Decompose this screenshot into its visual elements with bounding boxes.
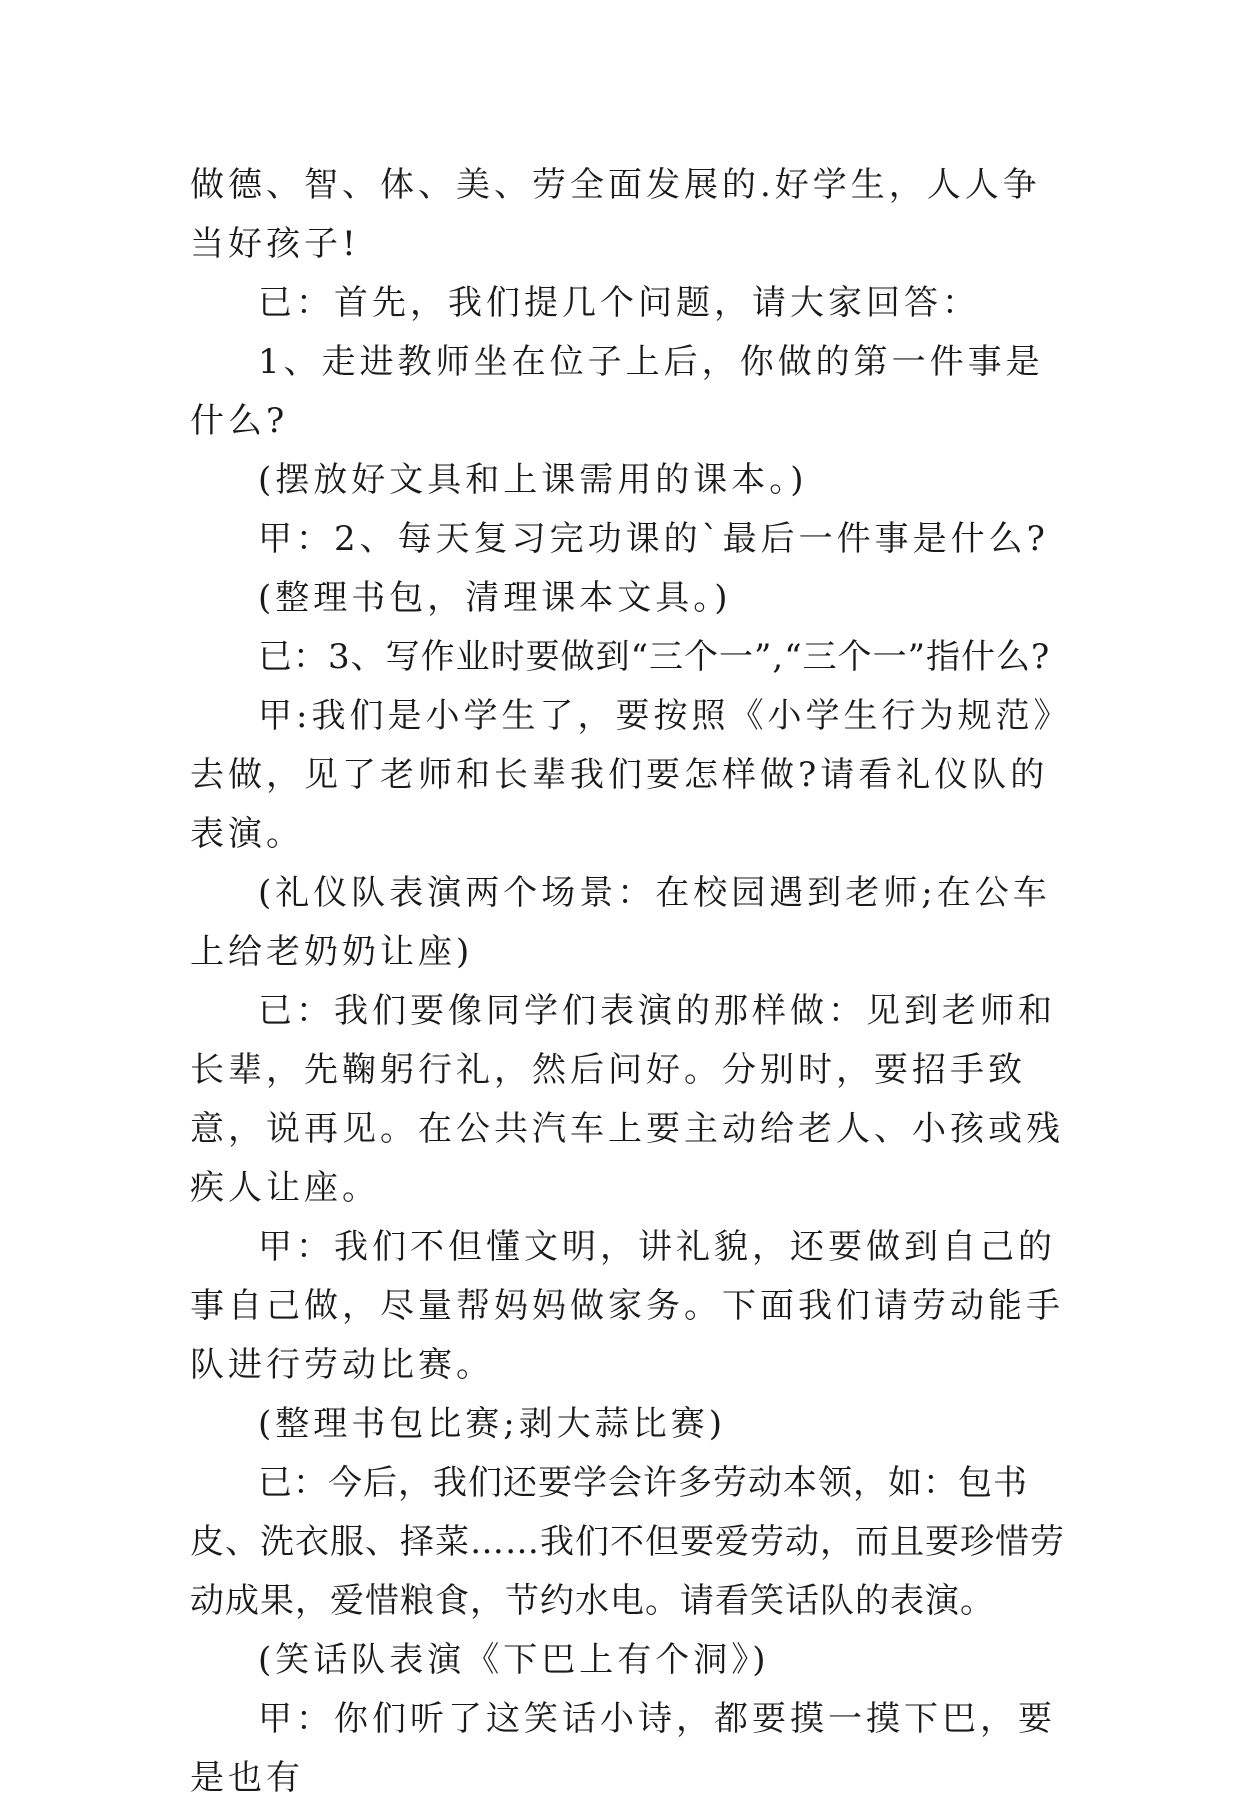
paragraph: (整理书包比赛;剥大蒜比赛) (258, 1404, 726, 1444)
paragraph: 1、走进教师坐在位子上后，你做的第一件事是什么? (190, 342, 1044, 441)
paragraph: 已：我们要像同学们表演的那样做：见到老师和长辈，先鞠躬行礼，然后问好。分别时，要招手致意，说再见。在公共汽车上要主动给老人、小孩或残疾人让座。 (190, 991, 1064, 1208)
paragraph: 甲：2、每天复习完功课的`最后一件事是什么? (258, 519, 1049, 559)
paragraph: (礼仪队表演两个场景：在校园遇到老师;在公车上给老奶奶让座) (190, 873, 1051, 972)
paragraph: 做德、智、体、美、劳全面发展的.好学生，人人争当好孩子! (190, 165, 1041, 264)
paragraph: 已：3、写作业时要做到“三个一”,“三个一”指什么? (258, 637, 1051, 677)
paragraph: (整理书包，清理课本文具。) (258, 578, 732, 618)
paragraph: 已：今后，我们还要学会许多劳动本领，如：包书皮、洗衣服、择菜……我们不但要爱劳动，而且要珍惜劳动成果，爱惜粮食，节约水电。请看笑话队的表演。 (190, 1463, 1065, 1621)
paragraph: 甲:我们是小学生了，要按照《小学生行为规范》去做，见了老师和长辈我们要怎样做?请看礼仪队的表演。 (190, 696, 1055, 854)
paragraph: 甲：我们不但懂文明，讲礼貌，还要做到自己的事自己做，尽量帮妈妈做家务。下面我们请劳动能手队进行劳动比赛。 (190, 1227, 1064, 1385)
paragraph: 已：首先，我们提几个问题，请大家回答： (258, 283, 980, 323)
paragraph: 甲：你们听了这笑话小诗，都要摸一摸下巴，要是也有 (190, 1699, 1056, 1798)
paragraph: (笑话队表演《下巴上有个洞》) (258, 1640, 770, 1680)
paragraph: (摆放好文具和上课需用的课本。) (258, 460, 808, 500)
document-body (190, 156, 1070, 1808)
